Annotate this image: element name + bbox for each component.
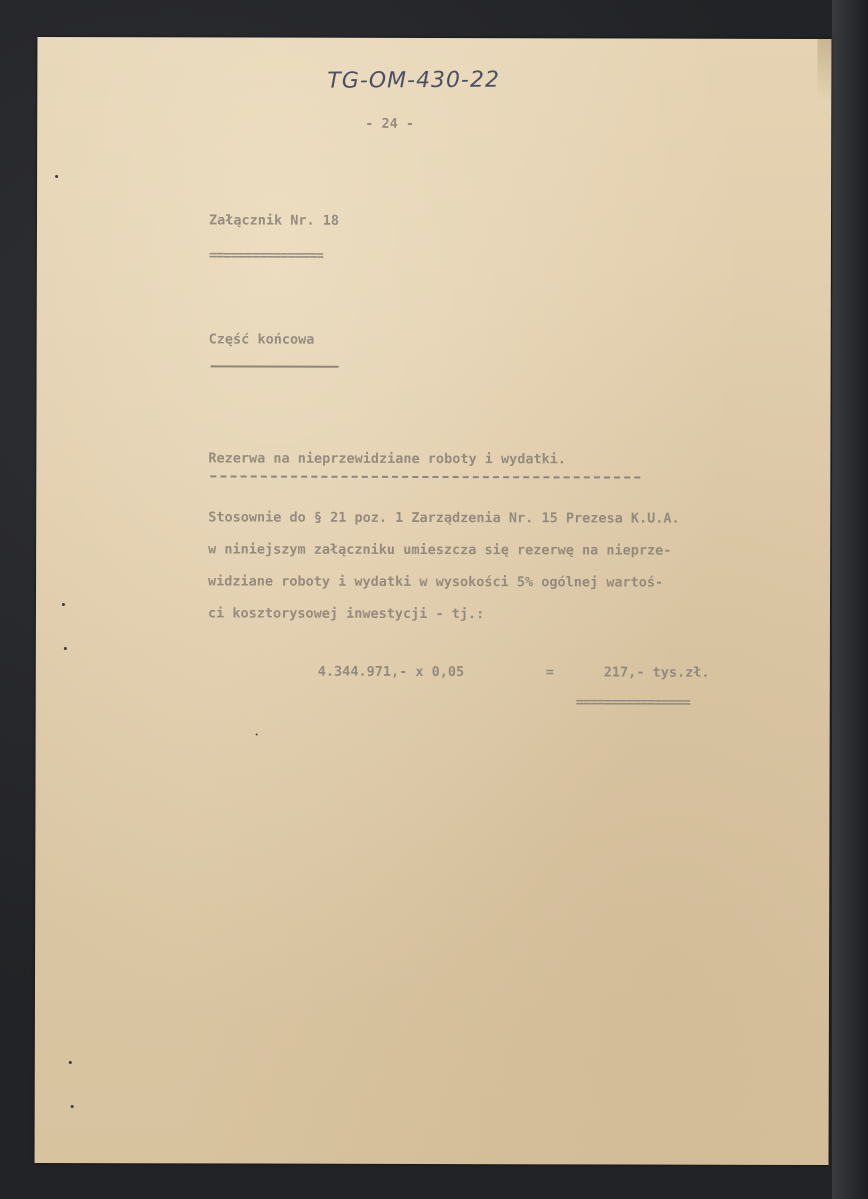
paper-speck bbox=[69, 1061, 72, 1064]
paragraph-line: ci kosztorysowej inwestycji - tj.: bbox=[207, 605, 485, 623]
paper-fold bbox=[817, 39, 831, 99]
paper-speck bbox=[55, 175, 58, 178]
paragraph-line: widziane roboty i wydatki w wysokości 5% ogólnej wartoś- bbox=[208, 573, 664, 591]
document-page bbox=[35, 37, 832, 1165]
calculation-result: 217,- tys.zł. bbox=[603, 664, 710, 681]
scanner-edge bbox=[832, 0, 868, 1199]
section-title: Część końcowa bbox=[208, 331, 315, 348]
page-number: - 24 - bbox=[365, 115, 415, 132]
calculation-expression: 4.344.971,- x 0,05 bbox=[317, 663, 465, 681]
calculation-equals: = bbox=[545, 664, 554, 681]
paper-speck bbox=[71, 1105, 74, 1108]
section-title-underline bbox=[211, 365, 339, 367]
reserve-paragraph bbox=[208, 501, 798, 631]
annex-title-underline: ================ bbox=[208, 247, 323, 264]
reserve-heading: Rezerwa na nieprzewidziane roboty i wydatki. bbox=[208, 450, 567, 468]
reserve-heading-underline bbox=[210, 475, 640, 480]
paper-speck bbox=[64, 647, 67, 650]
paper-speck bbox=[62, 603, 65, 606]
paper-speck bbox=[256, 734, 258, 736]
calculation-result-underline: ================ bbox=[575, 694, 690, 711]
paragraph-line: w niniejszym załączniku umieszcza się rezerwę na nieprze- bbox=[208, 541, 672, 559]
paragraph-line: Stosownie do § 21 poz. 1 Zarządzenia Nr. 15 Prezesa K.U.A. bbox=[208, 509, 680, 527]
handwritten-reference-code: TG-OM-430-22 bbox=[327, 67, 501, 94]
annex-title: Załącznik Nr. 18 bbox=[208, 212, 340, 229]
